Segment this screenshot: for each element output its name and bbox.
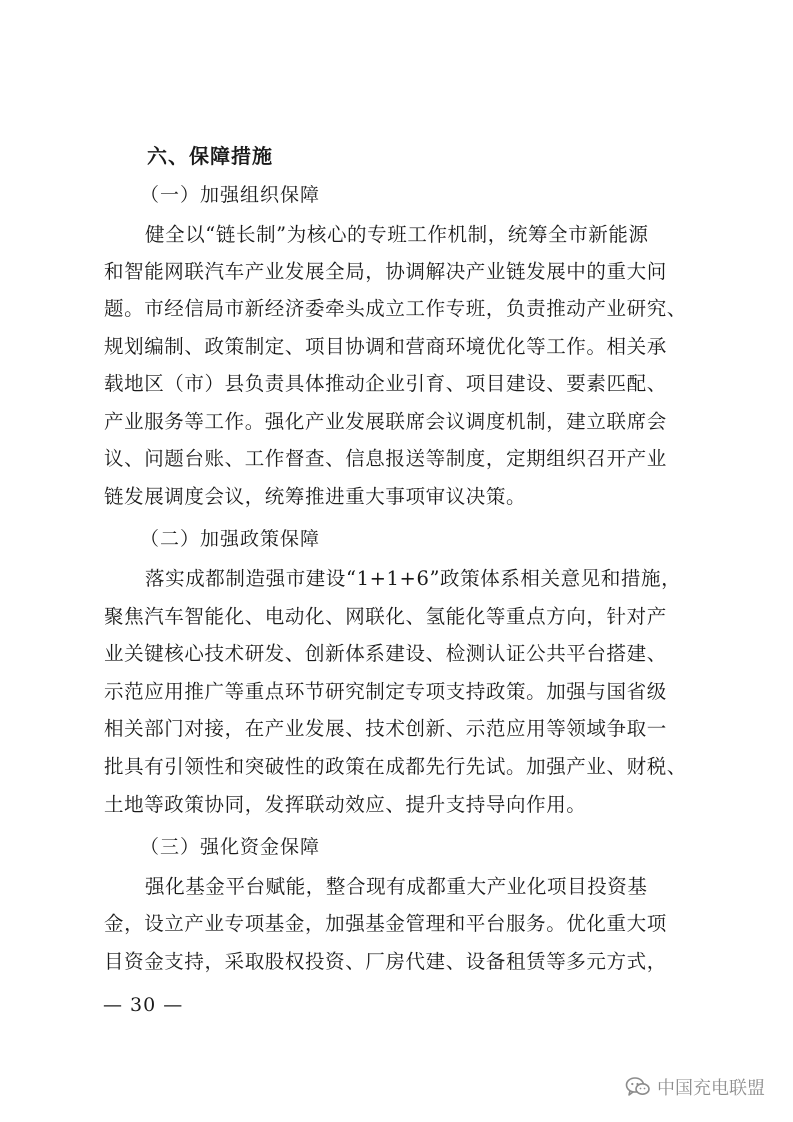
paragraph-line: 题。市经信局市新经济委牵头成立工作专班，负责推动产业研究、 bbox=[104, 297, 687, 320]
paragraph-line: 链发展调度会议，统筹推进重大事项审议决策。 bbox=[104, 485, 527, 508]
watermark-text: 中国充电联盟 bbox=[657, 1078, 765, 1099]
paragraph-line: 批具有引领性和突破性的政策在成都先行先试。加强产业、财税、 bbox=[104, 755, 687, 778]
subsection-title-3: （三）强化资金保障 bbox=[140, 836, 321, 858]
subsection-title-2: （二）加强政策保障 bbox=[140, 528, 321, 550]
paragraph-line: 目资金支持，采取股权投资、厂房代建、设备租赁等多元方式， bbox=[104, 950, 667, 973]
paragraph-line: 示范应用推广等重点环节研究制定专项支持政策。加强与国省级 bbox=[104, 680, 667, 703]
paragraph-line: 强化基金平台赋能，整合现有成都重大产业化项目投资基 bbox=[145, 875, 648, 898]
section-heading: 六、保障措施 bbox=[147, 144, 273, 168]
paragraph-line: 载地区（市）县负责具体推动企业引育、项目建设、要素匹配、 bbox=[104, 372, 667, 395]
paragraph-line: 聚焦汽车智能化、电动化、网联化、氢能化等重点方向，针对产 bbox=[104, 605, 667, 628]
paragraph-line: 落实成都制造强市建设“1+1+6”政策体系相关意见和措施， bbox=[145, 567, 682, 590]
paragraph-line: 议、问题台账、工作督查、信息报送等制度，定期组织召开产业 bbox=[104, 447, 667, 470]
paragraph-line: 金，设立产业专项基金，加强基金管理和平台服务。优化重大项 bbox=[104, 912, 667, 935]
wechat-icon bbox=[625, 1076, 651, 1098]
paragraph-line: 规划编制、政策制定、项目协调和营商环境优化等工作。相关承 bbox=[104, 335, 667, 358]
page-number: — 30 — bbox=[103, 994, 184, 1016]
paragraph-line: 健全以“链长制”为核心的专班工作机制，统筹全市新能源 bbox=[145, 223, 649, 246]
paragraph-line: 业关键核心技术研发、创新体系建设、检测认证公共平台搭建、 bbox=[104, 642, 667, 665]
subsection-title-1: （一）加强组织保障 bbox=[140, 184, 321, 206]
paragraph-line: 产业服务等工作。强化产业发展联席会议调度机制，建立联席会 bbox=[104, 410, 667, 433]
paragraph-line: 土地等政策协同，发挥联动效应、提升支持导向作用。 bbox=[104, 793, 587, 816]
watermark bbox=[625, 1074, 765, 1100]
paragraph-line: 相关部门对接，在产业发展、技术创新、示范应用等领域争取一 bbox=[104, 717, 667, 740]
paragraph-line: 和智能网联汽车产业发展全局，协调解决产业链发展中的重大问 bbox=[104, 260, 667, 283]
